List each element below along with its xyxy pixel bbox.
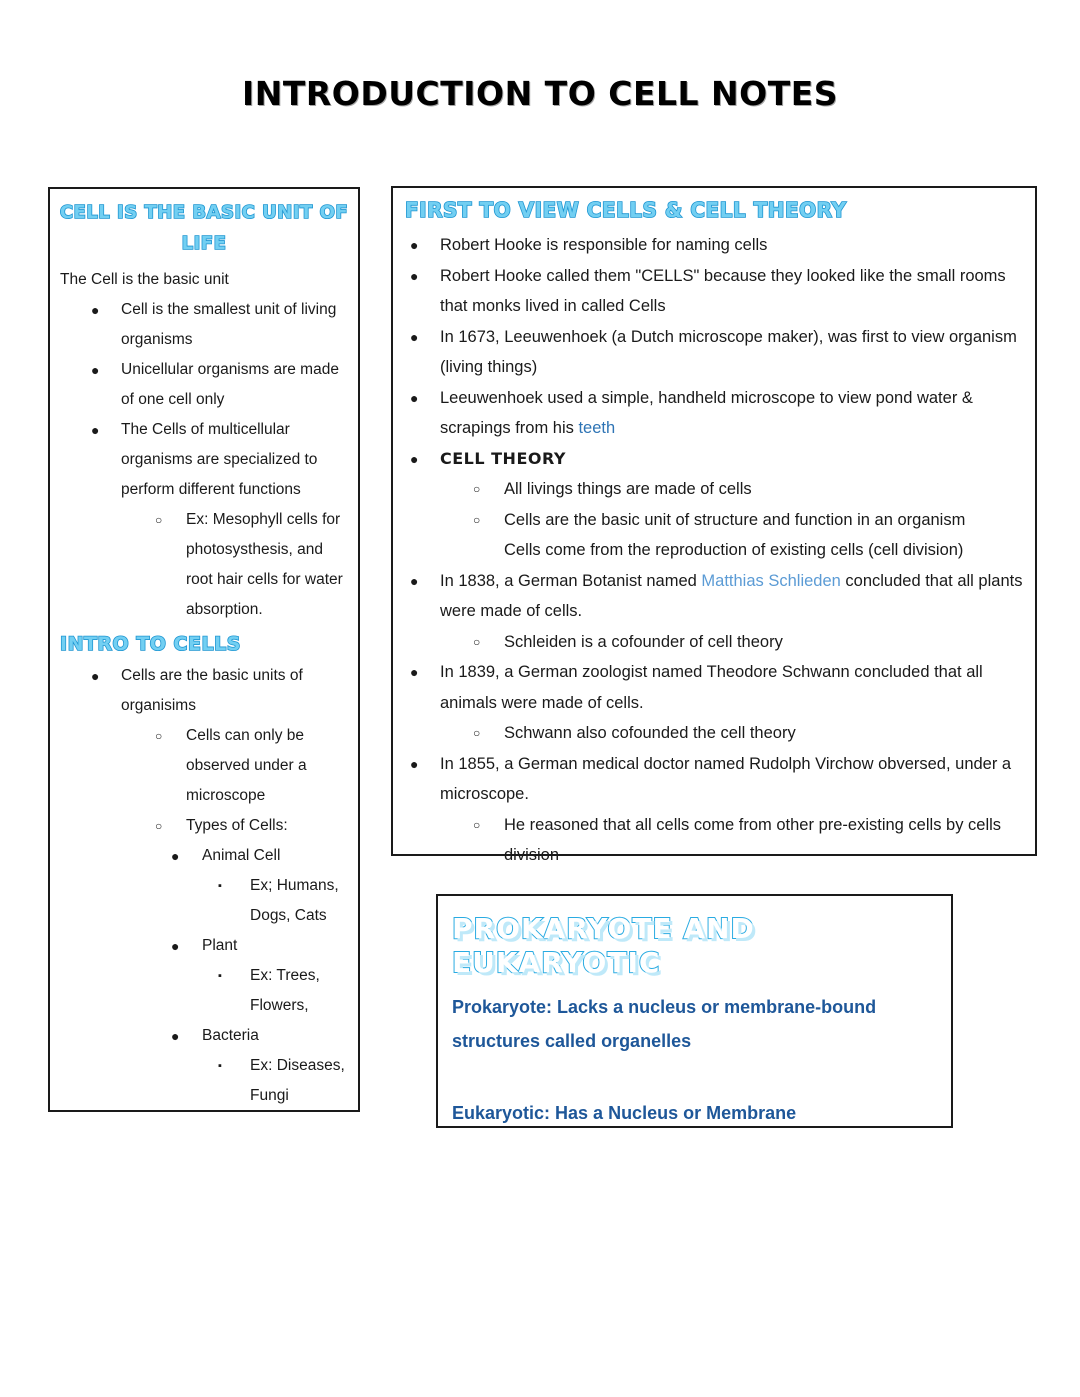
section-heading-prokaryote-eukaryotic: PROKARYOTE AND EUKARYOTIC: [452, 912, 755, 979]
intro-to-cells-list: [58, 661, 350, 1111]
list-item-text: Bacteria: [202, 1027, 259, 1044]
definition-line: Eukaryotic: Has a Nucleus or Membrane: [452, 1103, 797, 1123]
list-item: [58, 295, 350, 355]
list-item: [403, 444, 1023, 475]
bullet-icon: ●: [171, 848, 180, 864]
section-heading-cell-basic-unit: CELL IS THE BASIC UNIT OF LIFE: [59, 202, 349, 254]
definition-line: Prokaryote: Lacks a nucleus or membrane-bound structures called organelles: [452, 997, 877, 1051]
list-item: [58, 505, 350, 625]
prokaryote-eukaryotic-text: [452, 990, 935, 1130]
bullet-icon: ○: [473, 512, 481, 527]
list-item-text: Ex: Mesophyll cells for photosysthesis, and root hair cells for water absorption.: [186, 511, 343, 618]
bullet-icon: ○: [473, 817, 481, 832]
bullet-icon: ▪: [218, 1060, 222, 1072]
list-item-text: Cell is the smallest unit of living organisms: [121, 301, 337, 348]
section-heading-intro-to-cells: INTRO TO CELLS: [60, 633, 241, 655]
bullet-icon: ○: [155, 819, 163, 833]
list-item-text: The Cells of multicellular organisms are specialized to perform different functions: [121, 421, 318, 498]
list-item-text: In 1855, a German medical doctor named Rudolph Virchow obversed, under a microscope.: [440, 754, 1012, 803]
list-item-text: Cells are the basic unit of structure and function in an organism: [504, 510, 966, 529]
list-item-text: Robert Hooke is responsible for naming cells: [440, 236, 768, 254]
list-item-text: Cells can only be observed under a microscope: [186, 727, 307, 804]
bullet-icon: ●: [410, 267, 419, 284]
list-item: [58, 1021, 350, 1051]
bullet-icon: ○: [473, 634, 481, 649]
bullet-icon: ●: [91, 302, 100, 318]
list-item: [403, 322, 1023, 383]
list-item-text: Types of Cells:: [186, 817, 288, 834]
list-item: [58, 355, 350, 415]
list-item: [403, 627, 1023, 658]
list-item-text: Cells are the basic units of organisims: [121, 667, 303, 714]
list-item: [58, 961, 350, 1021]
bullet-icon: ●: [171, 1028, 180, 1044]
bullet-icon: ●: [91, 422, 100, 438]
list-item-text: Robert Hooke called them "CELLS" because they looked like the small rooms that monks lived in called Cells: [440, 266, 1006, 315]
list-item: [58, 871, 350, 931]
spacer: [452, 1058, 935, 1096]
list-item: [58, 931, 350, 961]
cell-theory-list: [403, 230, 1023, 871]
cell-basic-unit-list: [58, 295, 350, 625]
bullet-icon: ○: [473, 726, 481, 740]
cell-basic-unit-box: [48, 187, 360, 1112]
bullet-icon: ▪: [218, 970, 222, 982]
list-item: [403, 261, 1023, 322]
list-item-text: In 1839, a German zoologist named Theodore Schwann concluded that all animals were made of cells.: [440, 663, 983, 712]
list-item: [403, 657, 1023, 718]
intro-text: The Cell is the basic unit: [60, 271, 229, 288]
list-item: [403, 383, 1023, 444]
list-item: [403, 535, 1023, 566]
list-item-text: In 1838, a German Botanist named Matthias Schlieden concluded that all plants were made of cells.: [440, 571, 1023, 620]
list-item-text: Ex: Diseases, Fungi: [250, 1057, 345, 1104]
bullet-icon: ●: [91, 362, 100, 378]
list-item: [58, 811, 350, 841]
bullet-icon: ●: [410, 237, 419, 253]
bullet-icon: ▪: [218, 880, 222, 892]
bullet-icon: ●: [410, 572, 419, 589]
list-item: [403, 474, 1023, 505]
list-item-text: In 1673, Leeuwenhoek (a Dutch microscope maker), was first to view organism (living things): [440, 327, 1017, 376]
bullet-icon: ●: [410, 328, 419, 345]
list-item: [403, 810, 1023, 871]
first-to-view-cells-box: [391, 186, 1037, 864]
list-item-text: Schwann also cofounded the cell theory: [504, 724, 796, 742]
list-item-text: Ex; Humans, Dogs, Cats: [250, 877, 339, 924]
highlighted-term: Matthias Schlieden: [701, 571, 841, 590]
list-item-text: Unicellular organisms are made of one cell only: [121, 361, 339, 408]
bullet-icon: ○: [473, 482, 481, 496]
bullet-icon: ●: [410, 389, 419, 406]
list-item-text: Cells come from the reproduction of existing cells (cell division): [504, 541, 964, 559]
list-item: [58, 841, 350, 871]
list-item-text: Animal Cell: [202, 847, 281, 864]
list-item: [403, 718, 1023, 749]
list-item: [58, 721, 350, 811]
list-item: [58, 415, 350, 505]
list-item: [403, 230, 1023, 261]
bullet-icon: ●: [91, 668, 100, 684]
highlighted-term: teeth: [578, 419, 616, 437]
list-item-text: Leeuwenhoek used a simple, handheld microscope to view pond water & scrapings from his teeth: [440, 388, 973, 437]
section-heading-first-to-view-cells: FIRST TO VIEW CELLS & CELL THEORY: [405, 198, 847, 222]
prokaryote-eukaryotic-box: [436, 894, 953, 1128]
list-item-text: Schleiden is a cofounder of cell theory: [504, 632, 783, 651]
bullet-icon: ●: [410, 664, 419, 680]
page-title: INTRODUCTION TO CELL NOTES: [241, 74, 839, 113]
list-item: [58, 1051, 350, 1111]
list-item-text: He reasoned that all cells come from other pre-existing cells by cells division: [504, 815, 1002, 864]
list-item-text: CELL THEORY: [440, 448, 566, 468]
list-item-text: Plant: [202, 937, 238, 954]
bullet-icon: ●: [410, 450, 419, 467]
list-item: [403, 749, 1023, 810]
list-item-text: All livings things are made of cells: [504, 480, 752, 498]
list-item-text: Ex: Trees, Flowers,: [250, 967, 320, 1014]
list-item: [58, 661, 350, 721]
bullet-icon: ●: [171, 938, 180, 954]
bullet-icon: ○: [155, 729, 163, 743]
bullet-icon: ●: [410, 755, 419, 772]
list-item: [403, 566, 1023, 627]
bullet-icon: ○: [155, 513, 163, 527]
list-item: [403, 505, 1023, 536]
